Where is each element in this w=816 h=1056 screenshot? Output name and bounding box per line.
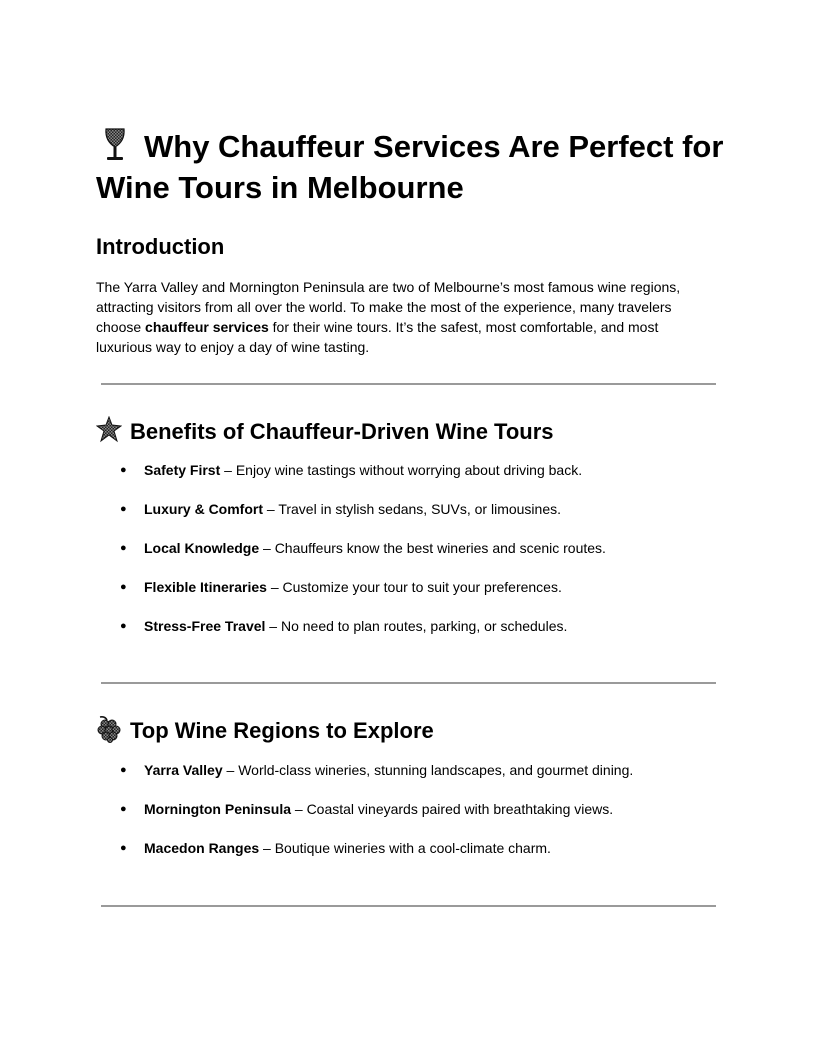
list-item: ● Macedon Ranges – Boutique wineries with a cool-climate charm. <box>120 840 551 856</box>
list-item: ● Yarra Valley – World-class wineries, stunning landscapes, and gourmet dining. <box>120 762 634 778</box>
regions-heading: Top Wine Regions to Explore <box>96 715 434 744</box>
sparkle-icon <box>96 416 122 444</box>
intro-paragraph: The Yarra Valley and Mornington Peninsula are two of Melbourne’s most famous wine regions, attracting visitors from all over the world. To make the most of the experience, many travelers choose chauffeur services for their wine tours. It’s the safest, most comfortable, and most luxurious way to enjoy a day of wine tasting. <box>96 279 681 355</box>
list-item: ● Mornington Peninsula – Coastal vineyards paired with breathtaking views. <box>120 801 614 817</box>
page-title: Why Chauffeur Services Are Perfect for Wine Tours in Melbourne <box>96 129 724 205</box>
bullet: ● <box>120 503 127 515</box>
bullet: ● <box>120 764 127 776</box>
bullet: ● <box>120 803 127 815</box>
list-item: ● Flexible Itineraries – Customize your tour to suit your preferences. <box>120 579 562 595</box>
bullet: ● <box>120 464 127 476</box>
intro-heading: Introduction <box>96 234 225 259</box>
bullet: ● <box>120 842 127 854</box>
bullet: ● <box>120 542 127 554</box>
benefits-list <box>96 460 720 655</box>
list-item: ● Safety First – Enjoy wine tastings without worrying about driving back. <box>120 462 583 478</box>
bullet: ● <box>120 581 127 593</box>
benefits-heading: Benefits of Chauffeur-Driven Wine Tours <box>96 416 554 445</box>
divider <box>101 383 716 385</box>
list-item: ● Luxury & Comfort – Travel in stylish sedans, SUVs, or limousines. <box>120 501 562 517</box>
wine-glass-icon <box>100 127 130 163</box>
grapes-icon <box>96 715 122 743</box>
divider <box>101 682 716 684</box>
list-item: ● Local Knowledge – Chauffeurs know the best wineries and scenic routes. <box>120 540 606 556</box>
regions-list <box>96 760 720 877</box>
divider <box>101 905 716 907</box>
list-item: ● Stress-Free Travel – No need to plan routes, parking, or schedules. <box>120 618 568 634</box>
bullet: ● <box>120 620 127 632</box>
